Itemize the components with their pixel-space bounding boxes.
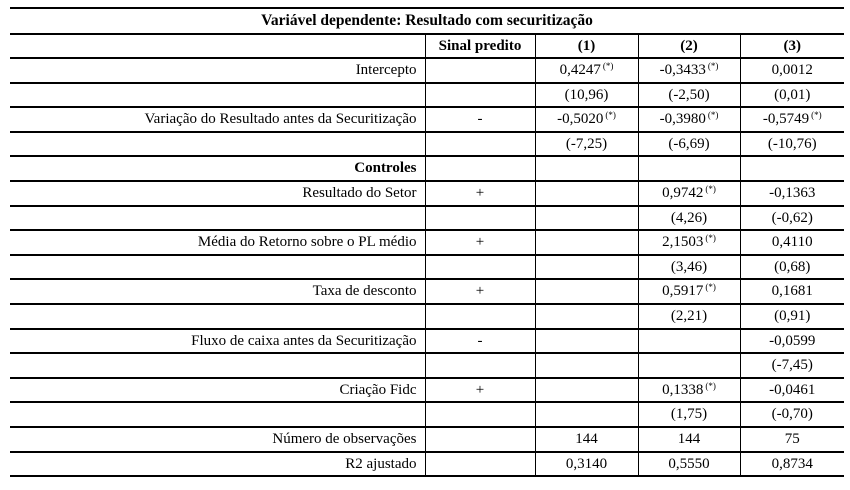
coefficient-cell: 0,9742 (*) [638, 181, 740, 206]
row-label [10, 132, 425, 157]
coefficient-cell: 0,5917 (*) [638, 279, 740, 304]
predicted-sign [425, 304, 535, 329]
coefficient-cell: (-7,45) [740, 353, 844, 378]
table-row [10, 132, 844, 157]
table-row [10, 181, 844, 206]
predicted-sign [425, 427, 535, 452]
coefficient-cell: -0,1363 [740, 181, 844, 206]
coefficient-cell: (0,68) [740, 255, 844, 280]
coefficient-cell: (10,96) [535, 83, 638, 108]
coefficient-cell: (-6,69) [638, 132, 740, 157]
predicted-sign [425, 255, 535, 280]
coefficient-cell: -0,5020 (*) [535, 107, 638, 132]
coefficient-cell: 0,8734 [740, 452, 844, 477]
row-label: Intercepto [10, 58, 425, 83]
predicted-sign [425, 156, 535, 181]
table-row [10, 255, 844, 280]
row-label [10, 402, 425, 427]
significance-marker: (*) [605, 110, 616, 121]
coefficient-cell [535, 304, 638, 329]
coefficient-cell: (-0,62) [740, 206, 844, 231]
significance-marker: (*) [602, 61, 614, 72]
row-label: Taxa de desconto [10, 279, 425, 304]
table-row [10, 452, 844, 477]
predicted-sign [425, 132, 535, 157]
coefficient-cell: 144 [638, 427, 740, 452]
coefficient-cell: -0,0461 [740, 378, 844, 403]
regression-results-table [10, 7, 844, 477]
coefficient-cell [638, 156, 740, 181]
coefficient-cell: (-7,25) [535, 132, 638, 157]
coefficient-cell: -0,3980 (*) [638, 107, 740, 132]
table-header-row [10, 34, 844, 58]
coefficient-cell [740, 156, 844, 181]
coefficient-cell: 144 [535, 427, 638, 452]
predicted-sign [425, 83, 535, 108]
predicted-sign: + [425, 181, 535, 206]
column-header-model-1: (1) [535, 34, 638, 58]
coefficient-cell: 0,5550 [638, 452, 740, 477]
row-label: Fluxo de caixa antes da Securitização [10, 329, 425, 354]
significance-marker: (*) [811, 110, 822, 121]
table-row [10, 353, 844, 378]
column-header-sinal-predito: Sinal predito [425, 34, 535, 58]
table-row [10, 279, 844, 304]
coefficient-cell: (-0,70) [740, 402, 844, 427]
predicted-sign [425, 452, 535, 477]
coefficient-cell [638, 329, 740, 354]
coefficient-cell: -0,3433 (*) [638, 58, 740, 83]
coefficient-cell [535, 329, 638, 354]
coefficient-cell: (0,01) [740, 83, 844, 108]
column-header-model-2: (2) [638, 34, 740, 58]
row-label [10, 255, 425, 280]
table-row [10, 230, 844, 255]
significance-marker: (*) [705, 184, 716, 195]
row-label [10, 304, 425, 329]
row-label [10, 206, 425, 231]
coefficient-cell: -0,0599 [740, 329, 844, 354]
predicted-sign [425, 353, 535, 378]
predicted-sign: - [425, 107, 535, 132]
table-row [10, 304, 844, 329]
coefficient-cell: (0,91) [740, 304, 844, 329]
coefficient-cell: -0,5749 (*) [740, 107, 844, 132]
coefficient-cell: 0,1338 (*) [638, 378, 740, 403]
coefficient-cell: (1,75) [638, 402, 740, 427]
row-label [10, 83, 425, 108]
predicted-sign: + [425, 378, 535, 403]
coefficient-cell [638, 353, 740, 378]
table-title-row [10, 8, 844, 34]
row-label: Controles [10, 156, 425, 181]
coefficient-cell: 0,4247 (*) [535, 58, 638, 83]
coefficient-cell [535, 378, 638, 403]
coefficient-cell: 0,0012 [740, 58, 844, 83]
predicted-sign [425, 206, 535, 231]
table-row [10, 156, 844, 181]
table-row [10, 402, 844, 427]
row-label: R2 ajustado [10, 452, 425, 477]
column-header-empty [10, 34, 425, 58]
table-body [10, 58, 844, 476]
significance-marker: (*) [705, 282, 716, 293]
coefficient-cell [535, 279, 638, 304]
table-row [10, 83, 844, 108]
coefficient-cell [535, 156, 638, 181]
coefficient-cell [535, 255, 638, 280]
table-row [10, 329, 844, 354]
row-label [10, 353, 425, 378]
column-header-model-3: (3) [740, 34, 844, 58]
significance-marker: (*) [707, 61, 719, 72]
table-row [10, 58, 844, 83]
predicted-sign [425, 58, 535, 83]
coefficient-cell: (-2,50) [638, 83, 740, 108]
coefficient-cell: 0,4110 [740, 230, 844, 255]
row-label: Criação Fidc [10, 378, 425, 403]
row-label: Média do Retorno sobre o PL médio [10, 230, 425, 255]
coefficient-cell [535, 181, 638, 206]
coefficient-cell [535, 402, 638, 427]
coefficient-cell: (2,21) [638, 304, 740, 329]
coefficient-cell: (3,46) [638, 255, 740, 280]
table-row [10, 378, 844, 403]
table-title: Variável dependente: Resultado com securitização [10, 8, 844, 34]
table-row [10, 427, 844, 452]
predicted-sign: + [425, 230, 535, 255]
row-label: Variação do Resultado antes da Securitização [10, 107, 425, 132]
coefficient-cell: 2,1503 (*) [638, 230, 740, 255]
coefficient-cell: 0,3140 [535, 452, 638, 477]
significance-marker: (*) [707, 110, 719, 121]
table-row [10, 206, 844, 231]
coefficient-cell: 0,1681 [740, 279, 844, 304]
row-label: Número de observações [10, 427, 425, 452]
predicted-sign: + [425, 279, 535, 304]
predicted-sign [425, 402, 535, 427]
coefficient-cell [535, 206, 638, 231]
table-row [10, 107, 844, 132]
coefficient-cell: (4,26) [638, 206, 740, 231]
row-label: Resultado do Setor [10, 181, 425, 206]
coefficient-cell [535, 353, 638, 378]
significance-marker: (*) [705, 233, 716, 244]
coefficient-cell: (-10,76) [740, 132, 844, 157]
coefficient-cell [535, 230, 638, 255]
coefficient-cell: 75 [740, 427, 844, 452]
significance-marker: (*) [705, 380, 716, 391]
predicted-sign: - [425, 329, 535, 354]
